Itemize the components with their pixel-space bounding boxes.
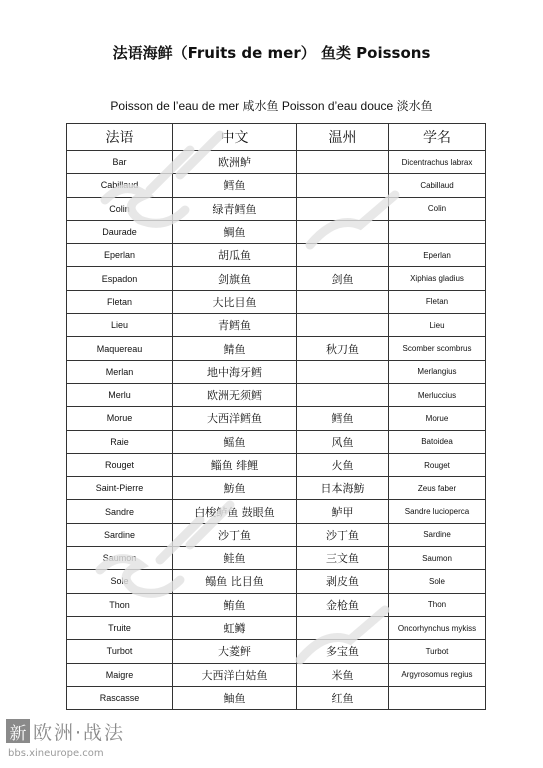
cell-scientific [389, 220, 486, 243]
cell-chinese: 鲻鱼 绯鲤 [173, 453, 297, 476]
cell-french: Cabillaud [67, 174, 173, 197]
cell-chinese: 欧洲鲈 [173, 151, 297, 174]
cell-scientific: Batoidea [389, 430, 486, 453]
table-row [67, 477, 486, 500]
cell-wenzhou: 风鱼 [297, 430, 389, 453]
cell-wenzhou [297, 151, 389, 174]
cell-wenzhou: 红鱼 [297, 686, 389, 709]
cell-wenzhou: 米鱼 [297, 663, 389, 686]
cell-french: Daurade [67, 220, 173, 243]
cell-french: Espadon [67, 267, 173, 290]
cell-french: Saint-Pierre [67, 477, 173, 500]
page-subtitle: Poisson de l’eau de mer 咸水鱼 Poisson d’eau douce 淡水鱼 [110, 99, 433, 113]
cell-wenzhou: 沙丁鱼 [297, 523, 389, 546]
cell-wenzhou: 火鱼 [297, 453, 389, 476]
cell-french: Turbot [67, 640, 173, 663]
cell-french: Merlan [67, 360, 173, 383]
cell-scientific: Dicentrachus labrax [389, 151, 486, 174]
cell-wenzhou [297, 197, 389, 220]
table-row [67, 523, 486, 546]
header-scientific: 学名 [389, 124, 486, 151]
cell-wenzhou: 剥皮鱼 [297, 570, 389, 593]
cell-wenzhou: 日本海魴 [297, 477, 389, 500]
cell-wenzhou [297, 244, 389, 267]
cell-french: Sandre [67, 500, 173, 523]
cell-chinese: 魴鱼 [173, 477, 297, 500]
cell-chinese: 大西洋白姑鱼 [173, 663, 297, 686]
table-row [67, 686, 486, 709]
cell-chinese: 欧洲无须鳕 [173, 383, 297, 406]
table-row [67, 430, 486, 453]
cell-scientific: Colin [389, 197, 486, 220]
cell-french: Rouget [67, 453, 173, 476]
cell-chinese: 地中海牙鳕 [173, 360, 297, 383]
cell-wenzhou [297, 360, 389, 383]
cell-wenzhou [297, 616, 389, 639]
table-row [67, 407, 486, 430]
page-title: 法语海鲜（Fruits de mer） 鱼类 Poissons [112, 44, 431, 62]
cell-french: Maquereau [67, 337, 173, 360]
cell-scientific: Eperlan [389, 244, 486, 267]
cell-wenzhou: 剑鱼 [297, 267, 389, 290]
header-french: 法语 [67, 124, 173, 151]
cell-french: Rascasse [67, 686, 173, 709]
table-row [67, 290, 486, 313]
cell-chinese: 鳎鱼 比目鱼 [173, 570, 297, 593]
footer-logo [6, 716, 125, 746]
cell-wenzhou: 鲈甲 [297, 500, 389, 523]
cell-chinese: 绿青鳕鱼 [173, 197, 297, 220]
cell-french: Eperlan [67, 244, 173, 267]
cell-chinese: 沙丁鱼 [173, 523, 297, 546]
table-row [67, 314, 486, 337]
cell-french: Sardine [67, 523, 173, 546]
cell-chinese: 鲑鱼 [173, 547, 297, 570]
cell-scientific: Merlangius [389, 360, 486, 383]
cell-wenzhou: 秋刀鱼 [297, 337, 389, 360]
cell-french: Bar [67, 151, 173, 174]
logo-mark: 新 [6, 719, 30, 743]
cell-wenzhou: 鳕鱼 [297, 407, 389, 430]
table-row [67, 663, 486, 686]
table-row [67, 197, 486, 220]
cell-french: Saumon [67, 547, 173, 570]
cell-chinese: 鲷鱼 [173, 220, 297, 243]
cell-french: Sole [67, 570, 173, 593]
table-row [67, 151, 486, 174]
cell-scientific: Rouget [389, 453, 486, 476]
table-row [67, 593, 486, 616]
cell-chinese: 鳕鱼 [173, 174, 297, 197]
cell-french: Morue [67, 407, 173, 430]
cell-french: Truite [67, 616, 173, 639]
cell-chinese: 大西洋鳕鱼 [173, 407, 297, 430]
cell-chinese: 鲉鱼 [173, 686, 297, 709]
cell-chinese: 剑旗鱼 [173, 267, 297, 290]
table-row [67, 337, 486, 360]
cell-scientific: Thon [389, 593, 486, 616]
cell-wenzhou [297, 220, 389, 243]
cell-wenzhou [297, 290, 389, 313]
cell-scientific: Lieu [389, 314, 486, 337]
table-row [67, 547, 486, 570]
cell-wenzhou [297, 174, 389, 197]
table-row [67, 174, 486, 197]
cell-scientific: Merluccius [389, 383, 486, 406]
cell-chinese: 鲔鱼 [173, 593, 297, 616]
cell-wenzhou [297, 383, 389, 406]
cell-chinese: 大比目鱼 [173, 290, 297, 313]
table-row [67, 453, 486, 476]
cell-scientific: Argyrosomus regius [389, 663, 486, 686]
cell-scientific: Sardine [389, 523, 486, 546]
cell-french: Lieu [67, 314, 173, 337]
cell-chinese: 虹鳟 [173, 616, 297, 639]
cell-chinese: 胡瓜鱼 [173, 244, 297, 267]
cell-wenzhou: 金枪鱼 [297, 593, 389, 616]
cell-french: Thon [67, 593, 173, 616]
table-row [67, 267, 486, 290]
cell-chinese: 鲭鱼 [173, 337, 297, 360]
cell-scientific: Scomber scombrus [389, 337, 486, 360]
cell-wenzhou: 三文鱼 [297, 547, 389, 570]
cell-wenzhou: 多宝鱼 [297, 640, 389, 663]
cell-scientific: Zeus faber [389, 477, 486, 500]
table-row [67, 500, 486, 523]
footer-url: bbs.xineurope.com [8, 748, 104, 759]
cell-chinese: 青鳕鱼 [173, 314, 297, 337]
table-row [67, 220, 486, 243]
cell-chinese: 大菱鲆 [173, 640, 297, 663]
cell-scientific: Sandre lucioperca [389, 500, 486, 523]
table-row [67, 360, 486, 383]
table-row [67, 244, 486, 267]
table-header-row [67, 124, 486, 151]
cell-scientific: Fletan [389, 290, 486, 313]
cell-scientific: Xiphias gladius [389, 267, 486, 290]
table-row [67, 616, 486, 639]
table-row [67, 383, 486, 406]
cell-scientific: Oncorhynchus mykiss [389, 616, 486, 639]
cell-scientific: Saumon [389, 547, 486, 570]
cell-french: Colin [67, 197, 173, 220]
table-row [67, 640, 486, 663]
cell-chinese: 鳐鱼 [173, 430, 297, 453]
cell-scientific: Cabillaud [389, 174, 486, 197]
cell-scientific: Sole [389, 570, 486, 593]
cell-french: Maigre [67, 663, 173, 686]
cell-french: Raie [67, 430, 173, 453]
table-row [67, 570, 486, 593]
cell-french: Merlu [67, 383, 173, 406]
cell-scientific: Turbot [389, 640, 486, 663]
fish-table [66, 123, 486, 710]
header-wenzhou: 温州 [297, 124, 389, 151]
cell-wenzhou [297, 314, 389, 337]
logo-text: 欧洲·战法 [33, 721, 126, 744]
header-chinese: 中文 [173, 124, 297, 151]
cell-scientific [389, 686, 486, 709]
cell-french: Fletan [67, 290, 173, 313]
cell-chinese: 白梭鲈鱼 鼓眼鱼 [173, 500, 297, 523]
cell-scientific: Morue [389, 407, 486, 430]
